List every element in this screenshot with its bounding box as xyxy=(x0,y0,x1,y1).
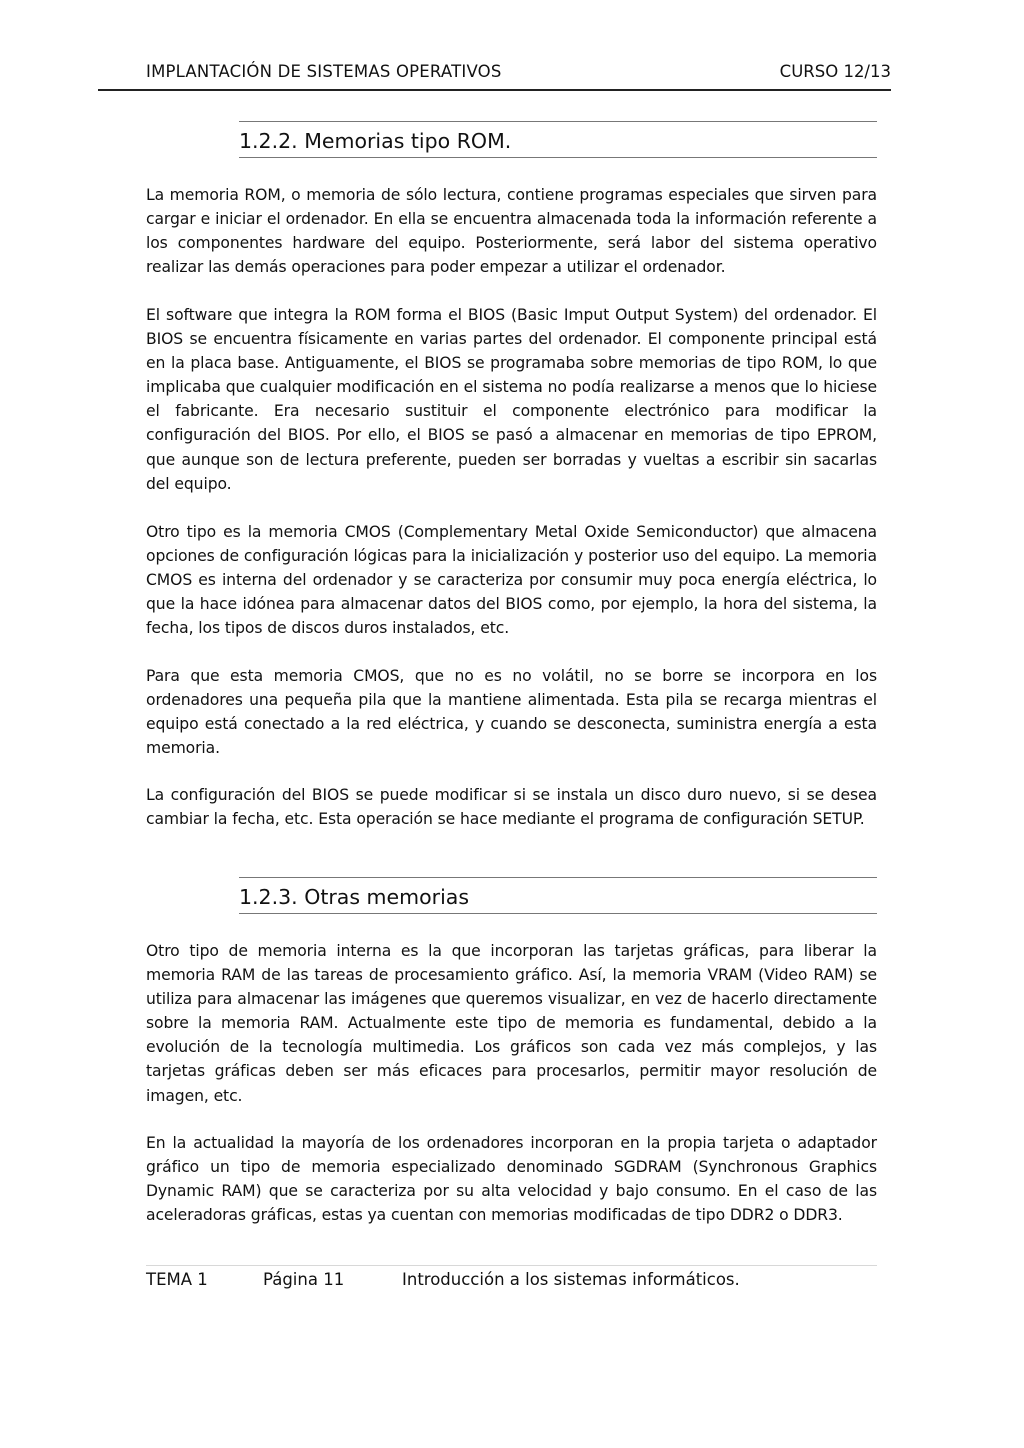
section-heading-otras-memorias xyxy=(239,877,877,915)
paragraph: El software que integra la ROM forma el BIOS (Basic Imput Output System) del ordenador. El BIOS se encuentra físicamente en varias partes del ordenador. El componente principal está en la placa base. Antiguamente, el BIOS se programaba sobre memorias de tipo ROM, lo que implicaba que cualquier modificación en el sistema no podía realizarse a menos que lo hiciese el fabricante. Era necesario sustituir el componente electrónico para modificar la configuración del BIOS. Por ello, el BIOS se pasó a almacenar en memorias de tipo EPROM, que aunque son de lectura preferente, pueden ser borradas y vueltas a escribir sin sacarlas del equipo. xyxy=(146,306,877,493)
section-rule-bottom xyxy=(239,913,877,914)
header-course-year: CURSO 12/13 xyxy=(779,62,891,81)
paragraph: En la actualidad la mayoría de los ordenadores incorporan en la propia tarjeta o adaptador gráfico un tipo de memoria especializado denominado SGDRAM (Synchronous Graphics Dynamic RAM) que se caracteriza por su alta velocidad y bajo consumo. En el caso de las aceleradoras gráficas, estas ya cuentan con memorias modificadas de tipo DDR2 o DDR3. xyxy=(146,1134,877,1225)
paragraph: La configuración del BIOS se puede modificar si se instala un disco duro nuevo, si se desea cambiar la fecha, etc. Esta operación se hace mediante el programa de configuración SETUP. xyxy=(146,786,877,829)
section-rule-bottom xyxy=(239,157,877,158)
paragraph: La memoria ROM, o memoria de sólo lectura, contiene programas especiales que sirven para cargar e iniciar el ordenador. En ella se encuentra almacenada toda la información referente a los componentes hardware del equipo. Posteriormente, será labor del sistema operativo realizar las demás operaciones para poder empezar a utilizar el ordenador. xyxy=(146,186,877,277)
section-rule-top xyxy=(239,877,877,878)
footer-document-title: Introducción a los sistemas informáticos. xyxy=(402,1270,740,1289)
footer-tema: TEMA 1 xyxy=(146,1270,208,1289)
section-title: 1.2.3. Otras memorias xyxy=(239,885,470,909)
paragraph: Otro tipo es la memoria CMOS (Complementary Metal Oxide Semiconductor) que almacena opciones de configuración lógicas para la inicialización y posterior uso del equipo. La memoria CMOS es interna del ordenador y se caracteriza por consumir muy poca energía eléctrica, lo que la hace idónea para almacenar datos del BIOS como, por ejemplo, la hora del sistema, la fecha, los tipos de discos duros instalados, etc. xyxy=(146,523,877,638)
header-course-title: IMPLANTACIÓN DE SISTEMAS OPERATIVOS xyxy=(146,62,502,81)
paragraph: Otro tipo de memoria interna es la que incorporan las tarjetas gráficas, para liberar la memoria RAM de las tareas de procesamiento gráfico. Así, la memoria VRAM (Video RAM) se utiliza para almacenar las imágenes que queremos visualizar, en vez de hacerlo directamente sobre la memoria RAM. Actualmente este tipo de memoria es fundamental, debido a la evolución de la tecnología multimedia. Los gráficos son cada vez más complejos, y las tarjetas gráficas deben ser más eficaces para procesarlos, permitir mayor resolución de imagen, etc. xyxy=(146,942,877,1105)
page-header xyxy=(146,62,891,86)
section-title: 1.2.2. Memorias tipo ROM. xyxy=(239,129,512,153)
section-rule-top xyxy=(239,121,877,122)
footer-page-number: Página 11 xyxy=(263,1270,345,1289)
header-divider xyxy=(98,89,891,91)
paragraph: Para que esta memoria CMOS, que no es no volátil, no se borre se incorpora en los ordenadores una pequeña pila que la mantiene alimentada. Esta pila se recarga mientras el equipo está conectado a la red eléctrica, y cuando se desconecta, suministra energía a esta memoria. xyxy=(146,667,877,758)
section-heading-rom xyxy=(239,121,877,159)
footer-divider xyxy=(146,1265,877,1266)
